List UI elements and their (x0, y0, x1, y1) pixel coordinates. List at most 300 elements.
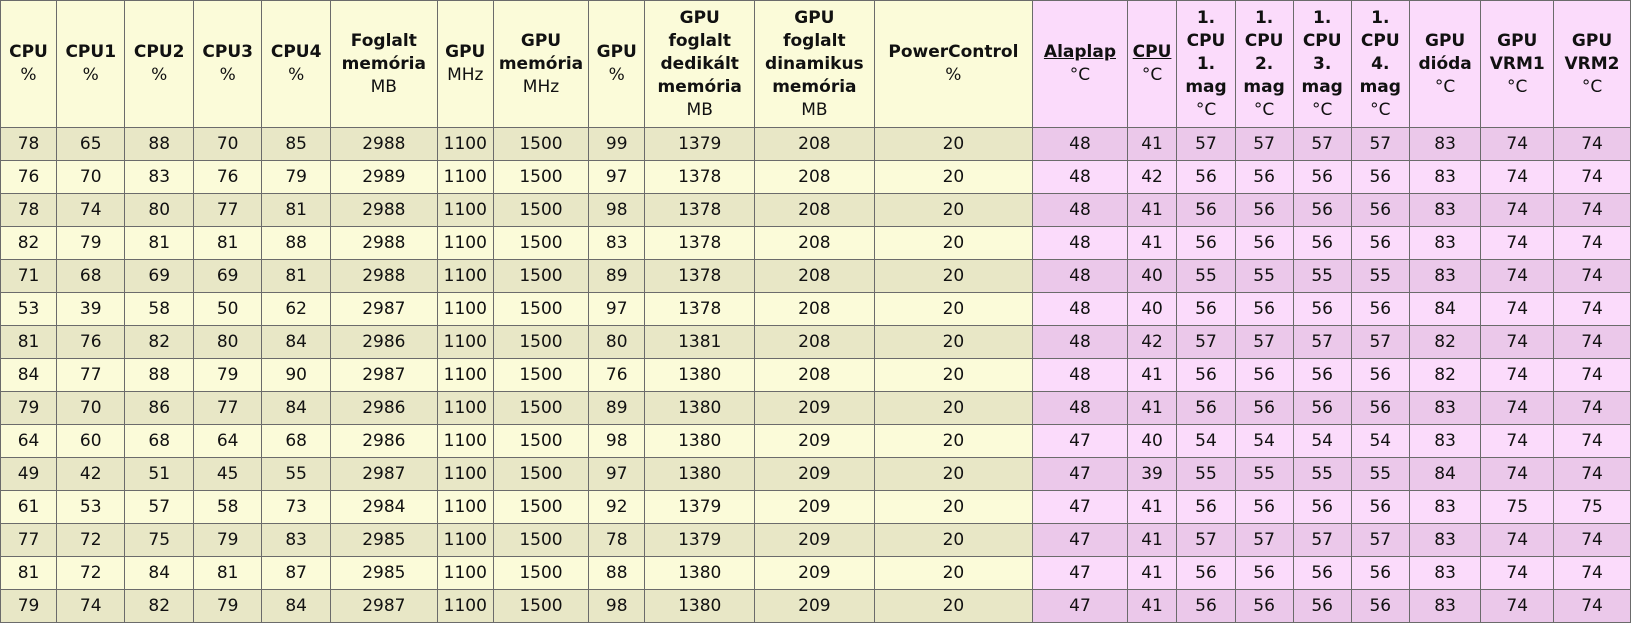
table-cell: 89 (589, 260, 645, 293)
table-cell: 20 (874, 260, 1033, 293)
column-header-label: 1. (1196, 7, 1216, 28)
table-cell: 68 (57, 260, 125, 293)
table-cell: 55 (1235, 260, 1293, 293)
table-cell: 84 (1409, 293, 1481, 326)
column-header-label: memória (498, 53, 584, 74)
table-cell: 1500 (493, 524, 588, 557)
table-cell: 79 (193, 359, 261, 392)
table-cell: 48 (1033, 260, 1127, 293)
table-cell: 20 (874, 194, 1033, 227)
column-header-unit: °C (1507, 76, 1528, 97)
table-row (1, 161, 1631, 194)
column-header (1, 1, 57, 128)
table-cell: 1500 (493, 260, 588, 293)
table-cell: 75 (1481, 491, 1554, 524)
table-cell: 40 (1127, 425, 1177, 458)
table-cell: 1380 (645, 590, 755, 623)
column-header-label: 4. (1371, 53, 1390, 74)
table-cell: 79 (193, 590, 261, 623)
table-cell: 74 (1554, 260, 1631, 293)
table-cell: 61 (1, 491, 57, 524)
column-header-unit: °C (1581, 76, 1603, 97)
column-header-label: foglalt (668, 30, 731, 51)
table-cell: 1100 (437, 260, 493, 293)
table-cell: 48 (1033, 227, 1127, 260)
column-header-label: memória (772, 76, 857, 97)
table-cell: 209 (755, 524, 874, 557)
table-cell: 40 (1127, 293, 1177, 326)
table-cell: 83 (1409, 524, 1481, 557)
table-cell: 20 (874, 326, 1033, 359)
table-cell: 48 (1033, 293, 1127, 326)
table-cell: 80 (125, 194, 193, 227)
column-header-label: CPU3 (202, 42, 253, 62)
table-cell: 56 (1293, 590, 1351, 623)
table-cell: 57 (1293, 128, 1351, 161)
table-cell: 47 (1033, 425, 1127, 458)
table-cell: 57 (1293, 326, 1351, 359)
table-cell: 60 (57, 425, 125, 458)
table-cell: 2987 (330, 359, 437, 392)
table-cell: 82 (125, 590, 193, 623)
table-cell: 56 (1177, 557, 1235, 590)
table-cell: 208 (755, 326, 874, 359)
column-header-label: memória (657, 76, 742, 97)
table-cell: 56 (1235, 161, 1293, 194)
table-cell: 1100 (437, 227, 493, 260)
table-cell: 70 (57, 161, 125, 194)
table-cell: 58 (193, 491, 261, 524)
table-cell: 74 (1554, 590, 1631, 623)
table-cell: 79 (262, 161, 330, 194)
table-cell: 69 (125, 260, 193, 293)
table-cell: 1379 (645, 491, 755, 524)
table-cell: 81 (262, 260, 330, 293)
table-cell: 98 (589, 590, 645, 623)
table-cell: 57 (1235, 524, 1293, 557)
column-header-label: 2. (1254, 53, 1274, 74)
table-cell: 56 (1293, 194, 1351, 227)
table-row (1, 293, 1631, 326)
table-cell: 76 (57, 326, 125, 359)
table-cell: 42 (1127, 161, 1177, 194)
table-cell: 208 (755, 128, 874, 161)
table-cell: 47 (1033, 557, 1127, 590)
column-header (755, 1, 874, 128)
column-header-unit: MHz (447, 65, 484, 85)
table-cell: 209 (755, 590, 874, 623)
table-cell: 74 (1554, 392, 1631, 425)
column-header-unit: °C (1195, 99, 1217, 120)
column-header-label: GPU (596, 42, 637, 62)
table-row (1, 260, 1631, 293)
table-cell: 209 (755, 491, 874, 524)
table-cell: 1500 (493, 194, 588, 227)
table-cell: 56 (1235, 359, 1293, 392)
table-cell: 20 (874, 359, 1033, 392)
table-cell: 2989 (330, 161, 437, 194)
table-cell: 56 (1177, 491, 1235, 524)
table-cell: 1100 (437, 557, 493, 590)
column-header-label: Foglalt (350, 30, 417, 51)
table-cell: 83 (1409, 557, 1481, 590)
table-cell: 50 (193, 293, 261, 326)
column-header (437, 1, 493, 128)
table-cell: 1378 (645, 161, 755, 194)
table-cell: 88 (125, 128, 193, 161)
table-cell: 2988 (330, 227, 437, 260)
table-cell: 2987 (330, 293, 437, 326)
table-cell: 56 (1293, 293, 1351, 326)
column-header-unit: % (288, 65, 305, 85)
table-cell: 56 (1177, 161, 1235, 194)
table-cell: 55 (1177, 458, 1235, 491)
table-cell: 81 (193, 227, 261, 260)
table-cell: 56 (1235, 194, 1293, 227)
column-header-label: GPU (1497, 30, 1538, 51)
table-cell: 56 (1351, 557, 1409, 590)
table-cell: 57 (1293, 524, 1351, 557)
table-cell: 88 (262, 227, 330, 260)
table-cell: 208 (755, 260, 874, 293)
table-cell: 74 (1554, 293, 1631, 326)
table-cell: 74 (1481, 524, 1554, 557)
table-cell: 57 (1177, 524, 1235, 557)
column-header-label: GPU (679, 7, 720, 28)
table-cell: 48 (1033, 161, 1127, 194)
column-header-label: mag (1185, 76, 1227, 97)
table-row (1, 392, 1631, 425)
table-cell: 84 (1, 359, 57, 392)
table-cell: 83 (1409, 491, 1481, 524)
table-cell: 74 (1554, 524, 1631, 557)
table-cell: 1500 (493, 425, 588, 458)
table-cell: 58 (125, 293, 193, 326)
table-row (1, 458, 1631, 491)
table-cell: 78 (589, 524, 645, 557)
table-cell: 1380 (645, 359, 755, 392)
column-header-unit: MB (370, 76, 397, 97)
table-cell: 74 (1554, 425, 1631, 458)
table-cell: 64 (193, 425, 261, 458)
table-cell: 20 (874, 491, 1033, 524)
table-cell: 74 (1481, 425, 1554, 458)
table-cell: 1380 (645, 557, 755, 590)
table-cell: 54 (1235, 425, 1293, 458)
column-header-unit: % (219, 65, 236, 85)
column-header[interactable] (1033, 1, 1127, 128)
table-cell: 2984 (330, 491, 437, 524)
table-cell: 1378 (645, 194, 755, 227)
table-cell: 57 (125, 491, 193, 524)
table-row (1, 524, 1631, 557)
table-cell: 79 (57, 227, 125, 260)
table-cell: 85 (262, 128, 330, 161)
column-header-label: 1. (1313, 7, 1332, 28)
column-header[interactable] (1127, 1, 1177, 128)
table-cell: 209 (755, 458, 874, 491)
column-header-label: GPU (794, 7, 835, 28)
table-cell: 68 (262, 425, 330, 458)
table-cell: 74 (1554, 359, 1631, 392)
column-header-label: CPU (9, 42, 48, 62)
column-header-label: VRM1 (1489, 53, 1545, 74)
table-cell: 74 (1481, 392, 1554, 425)
table-cell: 74 (1554, 458, 1631, 491)
table-cell: 76 (589, 359, 645, 392)
column-header-label: CPU (1244, 30, 1284, 51)
table-cell: 1500 (493, 128, 588, 161)
table-cell: 70 (193, 128, 261, 161)
table-cell: 1100 (437, 491, 493, 524)
table-cell: 56 (1235, 227, 1293, 260)
table-cell: 41 (1127, 590, 1177, 623)
table-cell: 97 (589, 161, 645, 194)
table-cell: 56 (1293, 359, 1351, 392)
table-cell: 55 (1235, 458, 1293, 491)
table-cell: 56 (1293, 161, 1351, 194)
table-cell: 1380 (645, 392, 755, 425)
table-cell: 49 (1, 458, 57, 491)
table-cell: 57 (1351, 524, 1409, 557)
table-cell: 68 (125, 425, 193, 458)
table-row (1, 128, 1631, 161)
table-cell: 76 (1, 161, 57, 194)
column-header-label: dedikált (660, 53, 739, 74)
table-cell: 48 (1033, 392, 1127, 425)
table-cell: 20 (874, 524, 1033, 557)
table-cell: 1378 (645, 260, 755, 293)
table-cell: 56 (1351, 161, 1409, 194)
table-cell: 74 (1481, 161, 1554, 194)
column-header-unit: % (608, 65, 625, 85)
table-row (1, 194, 1631, 227)
table-cell: 1379 (645, 524, 755, 557)
table-cell: 88 (589, 557, 645, 590)
table-cell: 82 (1409, 359, 1481, 392)
table-cell: 2985 (330, 557, 437, 590)
table-cell: 2988 (330, 194, 437, 227)
table-cell: 41 (1127, 491, 1177, 524)
table-cell: 57 (1177, 326, 1235, 359)
table-cell: 2987 (330, 590, 437, 623)
column-header-label: dinamikus (765, 53, 864, 74)
table-cell: 1100 (437, 293, 493, 326)
table-cell: 56 (1235, 293, 1293, 326)
table-cell: 56 (1235, 392, 1293, 425)
table-cell: 78 (1, 194, 57, 227)
column-header-label: PowerControl (888, 42, 1019, 62)
table-cell: 84 (1409, 458, 1481, 491)
table-cell: 55 (1177, 260, 1235, 293)
table-cell: 56 (1351, 590, 1409, 623)
table-cell: 97 (589, 293, 645, 326)
table-cell: 84 (262, 326, 330, 359)
table-cell: 209 (755, 392, 874, 425)
column-header (1554, 1, 1631, 128)
table-cell: 56 (1293, 557, 1351, 590)
column-header-label: 1. (1254, 7, 1274, 28)
table-cell: 86 (125, 392, 193, 425)
table-cell: 1500 (493, 557, 588, 590)
table-body (1, 128, 1631, 623)
table-cell: 1100 (437, 524, 493, 557)
table-cell: 89 (589, 392, 645, 425)
table-cell: 84 (262, 590, 330, 623)
table-cell: 1100 (437, 128, 493, 161)
table-cell: 74 (1554, 194, 1631, 227)
table-cell: 83 (1409, 260, 1481, 293)
table-cell: 80 (589, 326, 645, 359)
table-cell: 92 (589, 491, 645, 524)
table-cell: 208 (755, 293, 874, 326)
table-row (1, 326, 1631, 359)
table-cell: 54 (1293, 425, 1351, 458)
table-cell: 2986 (330, 392, 437, 425)
table-cell: 48 (1033, 326, 1127, 359)
table-cell: 64 (1, 425, 57, 458)
table-cell: 208 (755, 227, 874, 260)
table-cell: 77 (193, 194, 261, 227)
table-cell: 73 (262, 491, 330, 524)
table-cell: 208 (755, 359, 874, 392)
table-cell: 20 (874, 161, 1033, 194)
table-row (1, 359, 1631, 392)
table-cell: 90 (262, 359, 330, 392)
column-header (1409, 1, 1481, 128)
table-cell: 1500 (493, 227, 588, 260)
column-header (1293, 1, 1351, 128)
table-cell: 99 (589, 128, 645, 161)
table-cell: 41 (1127, 524, 1177, 557)
table-cell: 74 (1554, 227, 1631, 260)
table-cell: 1378 (645, 227, 755, 260)
table-cell: 80 (193, 326, 261, 359)
table-cell: 41 (1127, 227, 1177, 260)
table-cell: 1100 (437, 326, 493, 359)
table-cell: 55 (262, 458, 330, 491)
column-header-unit: °C (1312, 99, 1333, 120)
table-cell: 56 (1351, 359, 1409, 392)
table-cell: 20 (874, 227, 1033, 260)
table-cell: 56 (1177, 359, 1235, 392)
table-cell: 2986 (330, 326, 437, 359)
column-header-unit: °C (1434, 76, 1456, 97)
table-header-row (1, 1, 1631, 128)
table-cell: 82 (125, 326, 193, 359)
table-cell: 56 (1235, 590, 1293, 623)
column-header-label: mag (1301, 76, 1343, 97)
table-cell: 74 (1481, 260, 1554, 293)
column-header-unit: MB (801, 99, 828, 120)
table-cell: 208 (755, 161, 874, 194)
table-cell: 56 (1293, 491, 1351, 524)
column-header (57, 1, 125, 128)
column-header (1481, 1, 1554, 128)
column-header-label: mag (1359, 76, 1401, 97)
table-cell: 83 (1409, 590, 1481, 623)
table-cell: 74 (1554, 326, 1631, 359)
column-header-link[interactable]: CPU (1132, 42, 1172, 62)
table-cell: 74 (1554, 161, 1631, 194)
table-cell: 57 (1235, 326, 1293, 359)
table-cell: 1500 (493, 293, 588, 326)
table-cell: 75 (1554, 491, 1631, 524)
table-cell: 39 (1127, 458, 1177, 491)
table-cell: 1500 (493, 359, 588, 392)
table-cell: 82 (1, 227, 57, 260)
table-cell: 97 (589, 458, 645, 491)
table-cell: 55 (1351, 458, 1409, 491)
table-cell: 56 (1235, 557, 1293, 590)
table-cell: 2987 (330, 458, 437, 491)
table-cell: 47 (1033, 524, 1127, 557)
column-header-unit: MHz (522, 76, 560, 97)
table-cell: 78 (1, 128, 57, 161)
column-header-label: GPU (520, 30, 562, 51)
column-header-label: CPU (1360, 30, 1400, 51)
column-header-label: GPU (1425, 30, 1466, 51)
table-cell: 53 (1, 293, 57, 326)
table-cell: 20 (874, 293, 1033, 326)
column-header-label: 1. (1196, 53, 1216, 74)
table-cell: 81 (1, 557, 57, 590)
table-cell: 209 (755, 425, 874, 458)
table-cell: 87 (262, 557, 330, 590)
table-cell: 74 (1481, 194, 1554, 227)
column-header (1177, 1, 1235, 128)
table-cell: 98 (589, 425, 645, 458)
table-cell: 42 (57, 458, 125, 491)
table-cell: 1100 (437, 590, 493, 623)
table-cell: 55 (1351, 260, 1409, 293)
table-cell: 72 (57, 557, 125, 590)
table-cell: 77 (57, 359, 125, 392)
table-cell: 74 (1554, 128, 1631, 161)
column-header-label: CPU4 (270, 42, 322, 62)
table-cell: 47 (1033, 590, 1127, 623)
column-header-link[interactable]: Alaplap (1043, 42, 1116, 62)
table-cell: 83 (262, 524, 330, 557)
table-row (1, 425, 1631, 458)
column-header (589, 1, 645, 128)
table-cell: 56 (1351, 392, 1409, 425)
table-row (1, 491, 1631, 524)
table-cell: 56 (1177, 293, 1235, 326)
table-cell: 65 (57, 128, 125, 161)
table-cell: 81 (1, 326, 57, 359)
table-cell: 81 (193, 557, 261, 590)
table-cell: 2986 (330, 425, 437, 458)
table-cell: 42 (1127, 326, 1177, 359)
column-header-unit: % (82, 65, 99, 85)
table-cell: 47 (1033, 458, 1127, 491)
table-cell: 74 (57, 590, 125, 623)
table-cell: 83 (1409, 161, 1481, 194)
table-cell: 1380 (645, 425, 755, 458)
table-cell: 20 (874, 557, 1033, 590)
table-cell: 83 (589, 227, 645, 260)
table-cell: 83 (125, 161, 193, 194)
table-cell: 57 (1351, 326, 1409, 359)
column-header-label: 1. (1371, 7, 1390, 28)
table-cell: 48 (1033, 194, 1127, 227)
table-cell: 74 (57, 194, 125, 227)
table-cell: 1500 (493, 590, 588, 623)
table-row (1, 227, 1631, 260)
column-header-unit: % (20, 65, 37, 85)
table-cell: 79 (193, 524, 261, 557)
